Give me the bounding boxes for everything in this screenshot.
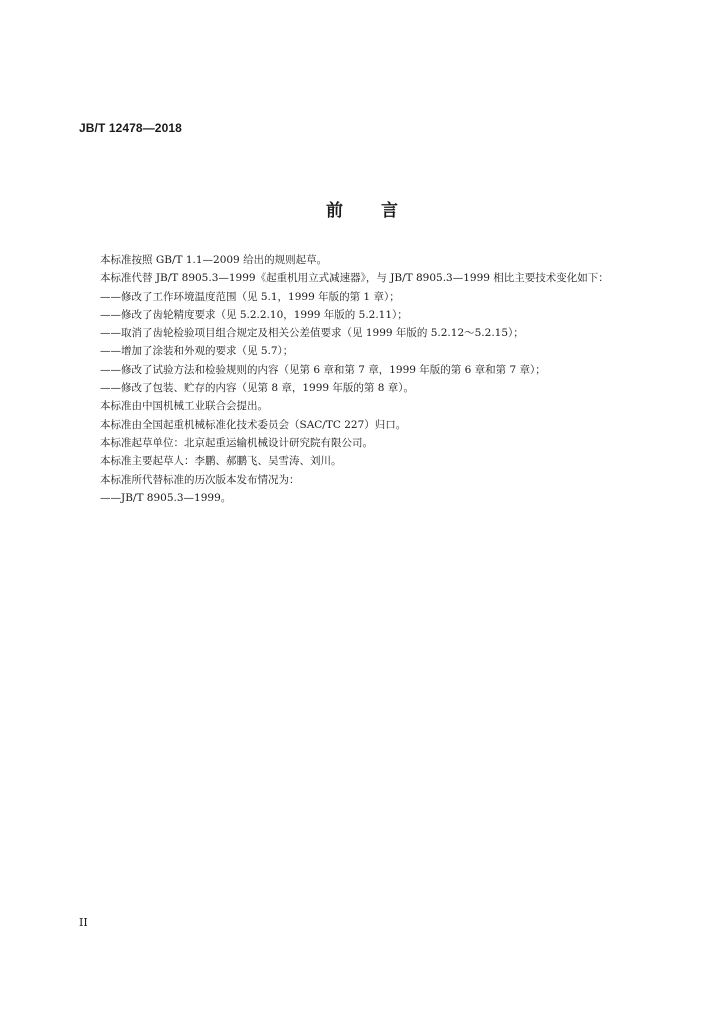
paragraph: 本标准所代替标准的历次版本发布情况为： (100, 473, 300, 486)
list-item: ——取消了齿轮检验项目组合规定及相关公差值要求（见 1999 年版的 5.2.12～5.2.15）； (100, 327, 524, 340)
paragraph: 本标准代替 JB/T 8905.3—1999《起重机用立式减速器》，与 JB/T 8905.3—1999 相比主要技术变化如下： (100, 272, 609, 285)
standard-code: JB/T 12478—2018 (79, 121, 182, 135)
list-item: ——增加了涂装和外观的要求（见 5.7）； (100, 345, 294, 358)
paragraph: 本标准按照 GB/T 1.1—2009 给出的规则起草。 (100, 254, 328, 266)
paragraph: 本标准主要起草人：李鹏、郝鹏飞、吴雪涛、刘川。 (100, 455, 342, 468)
list-item: ——修改了工作环境温度范围（见 5.1，1999 年版的第 1 章）； (100, 290, 400, 303)
list-item: ——JB/T 8905.3—1999。 (100, 491, 232, 504)
paragraph: 本标准起草单位：北京起重运输机械设计研究院有限公司。 (100, 436, 373, 449)
list-item: ——修改了试验方法和检验规则的内容（见第 6 章和第 7 章，1999 年版的第 6 章和第 7 章）； (100, 363, 546, 376)
page-number: II (79, 916, 88, 929)
paragraph: 本标准由中国机械工业联合会提出。 (100, 400, 268, 413)
list-item: ——修改了齿轮精度要求（见 5.2.2.10，1999 年版的 5.2.11）； (100, 308, 408, 321)
foreword-body (79, 251, 609, 507)
paragraph: 本标准由全国起重机械标准化技术委员会（SAC/TC 227）归口。 (100, 418, 407, 431)
page-title: 前言 (326, 201, 436, 221)
list-item: ——修改了包装、贮存的内容（见第 8 章，1999 年版的第 8 章）。 (100, 382, 415, 395)
